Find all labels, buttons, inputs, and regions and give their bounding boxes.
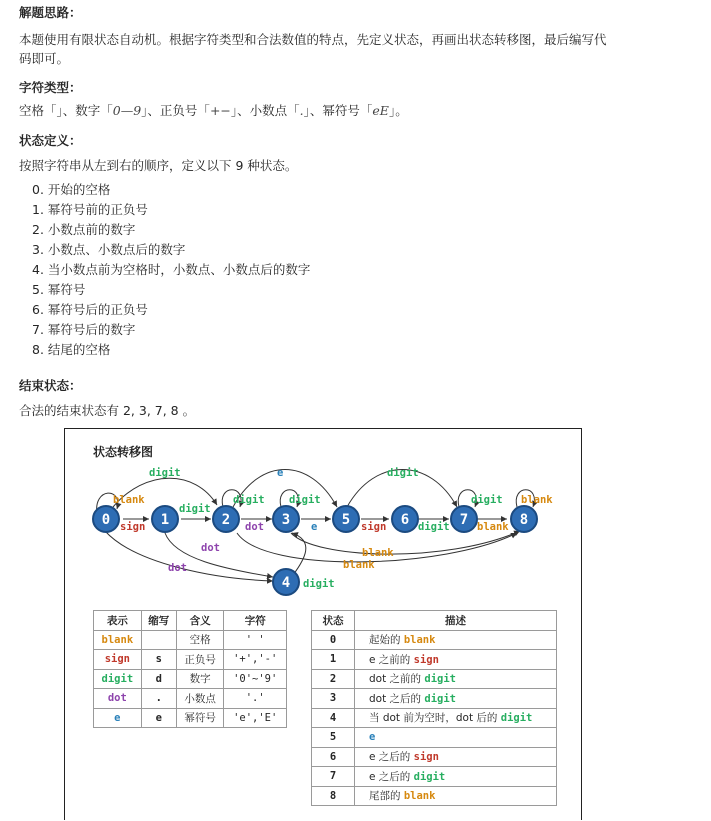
table-cell [141, 630, 176, 650]
label-blank: blank [477, 521, 509, 533]
label-blank: blank [521, 494, 553, 506]
approach-text-line1: 本题使用有限状态自动机。根据字符类型和合法数值的特点，先定义状态，再画出状态转移图，最后编写代 [19, 32, 607, 47]
table-header: 缩写 [141, 611, 176, 631]
desc-keyword: sign [413, 653, 439, 666]
table-cell: . [141, 689, 176, 709]
table-cell: 4 [312, 708, 355, 728]
char-types-part: 空格「」、数字「 [19, 103, 113, 118]
table-cell: 8 [312, 786, 355, 806]
label-digit: digit [418, 521, 450, 533]
table-cell: blank [94, 630, 142, 650]
node-4 [273, 569, 299, 595]
label-digit: digit [233, 494, 265, 506]
list-item: 1. 幂符号前的正负号 [32, 202, 148, 217]
desc-text: e 之后的 [369, 770, 414, 783]
svg-text:6: 6 [400, 512, 410, 528]
table-cell: 1 [312, 650, 355, 670]
desc-keyword: digit [424, 673, 456, 686]
table-cell [355, 650, 557, 670]
label-blank: blank [113, 494, 145, 506]
label-dot: dot [201, 542, 220, 554]
list-item: 3. 小数点、小数点后的数字 [32, 242, 186, 257]
table-cell: 2 [312, 669, 355, 689]
table-row [312, 650, 557, 670]
desc-text: 当 dot 前为空时，dot 后的 [369, 712, 501, 725]
label-digit: digit [179, 503, 211, 515]
desc-text: 尾部的 [369, 790, 404, 803]
label-digit: digit [471, 494, 503, 506]
table-row [312, 630, 557, 650]
table-row [312, 708, 557, 728]
table-row [312, 767, 557, 787]
heading-end-states: 结束状态： [19, 378, 82, 393]
node-2 [213, 506, 239, 532]
table-cell: e [141, 708, 176, 728]
table-row [94, 630, 287, 650]
list-item: 0. 开始的空格 [32, 182, 111, 197]
node-8 [511, 506, 537, 532]
label-e: e [277, 467, 284, 479]
table-cell: sign [94, 650, 142, 670]
list-item: 4. 当小数点前为空格时，小数点、小数点后的数字 [32, 262, 311, 277]
table-cell: 正负号 [176, 650, 224, 670]
svg-text:4: 4 [281, 575, 291, 591]
heading-state-def: 状态定义： [19, 133, 82, 148]
table-cell [355, 708, 557, 728]
heading-approach: 解题思路： [19, 5, 82, 20]
state-list [32, 180, 310, 360]
svg-text:7: 7 [459, 512, 469, 528]
svg-text:5: 5 [341, 512, 351, 528]
label-digit: digit [149, 467, 181, 479]
label-blank: blank [343, 559, 375, 571]
table-cell: 空格 [176, 630, 224, 650]
approach-text-line2: 码即可。 [19, 51, 70, 66]
desc-text: dot 之后的 [369, 692, 425, 705]
table-header: 描述 [355, 611, 557, 631]
table-row [312, 669, 557, 689]
table-cell: '0'~'9' [224, 669, 287, 689]
char-types-text [19, 100, 408, 121]
node-5 [333, 506, 359, 532]
desc-text: dot 之前的 [369, 673, 425, 686]
desc-text: e 之后的 [369, 751, 414, 764]
node-7 [451, 506, 477, 532]
label-digit: digit [387, 467, 419, 479]
table-row [94, 650, 287, 670]
table-cell: 3 [312, 689, 355, 709]
desc-text: 起始的 [369, 634, 404, 647]
label-digit: digit [289, 494, 321, 506]
end-states-text: 合法的结束状态有 2, 3, 7, 8 。 [19, 403, 196, 418]
table-header: 含义 [176, 611, 224, 631]
char-types-part: 」。 [388, 103, 408, 118]
label-sign: sign [120, 521, 146, 533]
desc-keyword: e [369, 731, 376, 744]
table-cell: dot [94, 689, 142, 709]
table-cell: 6 [312, 747, 355, 767]
list-item: 7. 幂符号后的数字 [32, 322, 136, 337]
char-signs: +− [209, 103, 231, 118]
list-item: 8. 结尾的空格 [32, 342, 111, 357]
node-0 [93, 506, 119, 532]
char-exp: eE [372, 103, 389, 118]
state-intro: 按照字符串从左到右的顺序，定义以下 9 种状态。 [19, 158, 298, 173]
label-blank: blank [362, 547, 394, 559]
table-cell: 数字 [176, 669, 224, 689]
table-row [312, 747, 557, 767]
table-cell [355, 786, 557, 806]
table-cell [355, 747, 557, 767]
char-type-table [93, 610, 287, 728]
table-row [312, 689, 557, 709]
table-row [94, 689, 287, 709]
svg-text:0: 0 [101, 512, 111, 528]
char-types-part: 」、幂符号「 [303, 103, 373, 118]
label-dot: dot [168, 562, 187, 574]
heading-char-types: 字符类型： [19, 80, 82, 95]
table-cell [355, 767, 557, 787]
char-digits: 0—9 [112, 103, 142, 118]
figure-title: 状态转移图 [93, 445, 154, 459]
table-cell: '.' [224, 689, 287, 709]
desc-keyword: digit [413, 770, 446, 783]
char-dot: . [299, 103, 304, 118]
desc-keyword: digit [500, 712, 533, 725]
table-header: 字符 [224, 611, 287, 631]
table-cell [355, 728, 557, 748]
edge-3-8 [291, 531, 520, 554]
table-cell: 0 [312, 630, 355, 650]
table-cell: 'e','E' [224, 708, 287, 728]
table-cell: ' ' [224, 630, 287, 650]
char-types-part: 」、小数点「 [230, 103, 300, 118]
svg-text:2: 2 [221, 512, 231, 528]
table-header: 表示 [94, 611, 142, 631]
desc-keyword: sign [413, 751, 439, 764]
node-6 [392, 506, 418, 532]
table-cell: digit [94, 669, 142, 689]
table-cell: d [141, 669, 176, 689]
node-1 [152, 506, 178, 532]
svg-text:3: 3 [281, 512, 291, 528]
table-row [94, 708, 287, 728]
list-item: 5. 幂符号 [32, 282, 86, 297]
state-table [311, 610, 557, 806]
table-row [312, 728, 557, 748]
table-cell: 7 [312, 767, 355, 787]
svg-text:8: 8 [519, 512, 529, 528]
list-item: 6. 幂符号后的正负号 [32, 302, 148, 317]
desc-keyword: blank [403, 790, 436, 803]
table-row [312, 786, 557, 806]
desc-text: e 之前的 [369, 653, 414, 666]
table-cell: e [94, 708, 142, 728]
label-sign: sign [361, 521, 387, 533]
label-e: e [311, 521, 318, 533]
table-cell [355, 630, 557, 650]
table-cell: 幂符号 [176, 708, 224, 728]
desc-keyword: blank [403, 634, 436, 647]
table-cell: '+','-' [224, 650, 287, 670]
label-dot: dot [245, 521, 264, 533]
char-types-part: 」、正负号「 [141, 103, 210, 118]
table-cell [355, 689, 557, 709]
table-cell [355, 669, 557, 689]
list-item: 2. 小数点前的数字 [32, 222, 136, 237]
svg-text:1: 1 [160, 512, 170, 528]
state-transition-figure [64, 428, 582, 820]
label-digit: digit [303, 578, 335, 590]
node-3 [273, 506, 299, 532]
table-cell: s [141, 650, 176, 670]
table-header: 状态 [312, 611, 355, 631]
desc-keyword: digit [424, 692, 456, 705]
table-cell: 小数点 [176, 689, 224, 709]
table-row [94, 669, 287, 689]
edge-0-4 [105, 531, 273, 581]
table-cell: 5 [312, 728, 355, 748]
